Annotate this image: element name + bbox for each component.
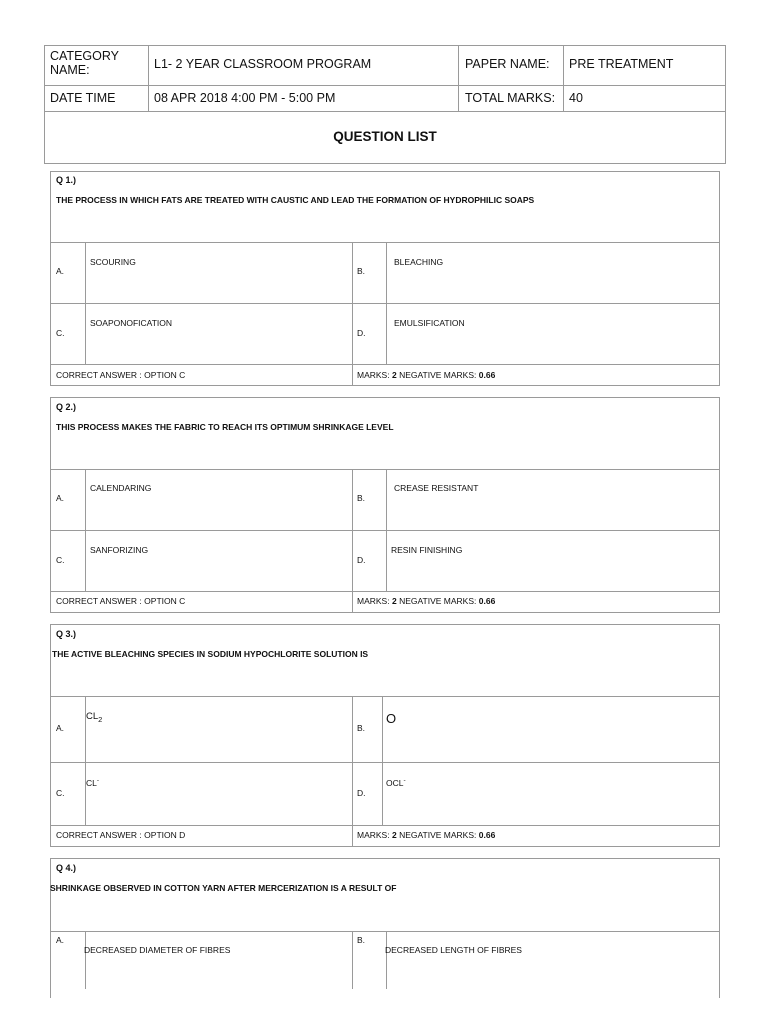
correct-answer: CORRECT ANSWER : OPTION D <box>56 830 186 840</box>
correct-answer: CORRECT ANSWER : OPTION C <box>56 596 186 606</box>
question-card-4 <box>50 858 720 998</box>
option-letter: A. <box>56 723 65 733</box>
question-number: Q 4.) <box>56 863 77 873</box>
option-letter: C. <box>56 555 65 565</box>
option-text: DECREASED LENGTH OF FIBRES <box>385 945 522 955</box>
question-text: SHRINKAGE OBSERVED IN COTTON YARN AFTER MERCERIZATION IS A RESULT OF <box>50 883 397 893</box>
option-letter: A. <box>56 493 65 503</box>
correct-answer: CORRECT ANSWER : OPTION C <box>56 370 186 380</box>
datetime-value: 08 APR 2018 4:00 PM - 5:00 PM <box>154 91 336 105</box>
option-text: CALENDARING <box>90 483 152 493</box>
category-label: CATEGORY NAME: <box>50 49 119 77</box>
question-text: THE PROCESS IN WHICH FATS ARE TREATED WITH CAUSTIC AND LEAD THE FORMATION OF HYDROPHILIC SOAPS <box>56 195 535 205</box>
question-number: Q 2.) <box>56 402 77 412</box>
marks-info: MARKS: 2 NEGATIVE MARKS: 0.66 <box>357 370 496 380</box>
option-text: SANFORIZING <box>90 545 149 555</box>
category-value: L1- 2 YEAR CLASSROOM PROGRAM <box>154 57 372 71</box>
question-number: Q 1.) <box>56 175 77 185</box>
option-letter: D. <box>357 788 366 798</box>
question-list-title: QUESTION LIST <box>333 129 437 144</box>
option-letter: D. <box>357 555 366 565</box>
option-text: BLEACHING <box>394 257 444 267</box>
option-text: DECREASED DIAMETER OF FIBRES <box>84 945 231 955</box>
option-text: CL- <box>86 777 100 788</box>
question-text: THIS PROCESS MAKES THE FABRIC TO REACH ITS OPTIMUM SHRINKAGE LEVEL <box>56 422 394 432</box>
paper-value: PRE TREATMENT <box>569 57 674 71</box>
option-text: CREASE RESISTANT <box>394 483 479 493</box>
datetime-label: DATE TIME <box>50 91 116 105</box>
total-marks-value: 40 <box>569 91 583 105</box>
question-text: THE ACTIVE BLEACHING SPECIES IN SODIUM HYPOCHLORITE SOLUTION IS <box>52 649 369 659</box>
option-letter: C. <box>56 788 65 798</box>
option-text: RESIN FINISHING <box>391 545 463 555</box>
option-letter: C. <box>56 328 65 338</box>
option-letter: B. <box>357 493 366 503</box>
option-text: O <box>386 711 397 726</box>
option-letter: B. <box>357 935 366 945</box>
option-text: EMULSIFICATION <box>394 318 465 328</box>
option-letter: B. <box>357 723 366 733</box>
option-letter: B. <box>357 266 366 276</box>
option-text: SOAPONOFICATION <box>90 318 173 328</box>
option-text: SCOURING <box>90 257 136 267</box>
option-text: OCL- <box>386 777 406 788</box>
marks-info: MARKS: 2 NEGATIVE MARKS: 0.66 <box>357 830 496 840</box>
option-text: $CL_2$ <box>86 711 103 724</box>
question-number: Q 3.) <box>56 629 77 639</box>
paper-label: PAPER NAME: <box>465 57 550 71</box>
option-letter: A. <box>56 935 65 945</box>
marks-info: MARKS: 2 NEGATIVE MARKS: 0.66 <box>357 596 496 606</box>
option-letter: A. <box>56 266 65 276</box>
total-marks-label: TOTAL MARKS: <box>465 91 556 105</box>
option-letter: D. <box>357 328 366 338</box>
